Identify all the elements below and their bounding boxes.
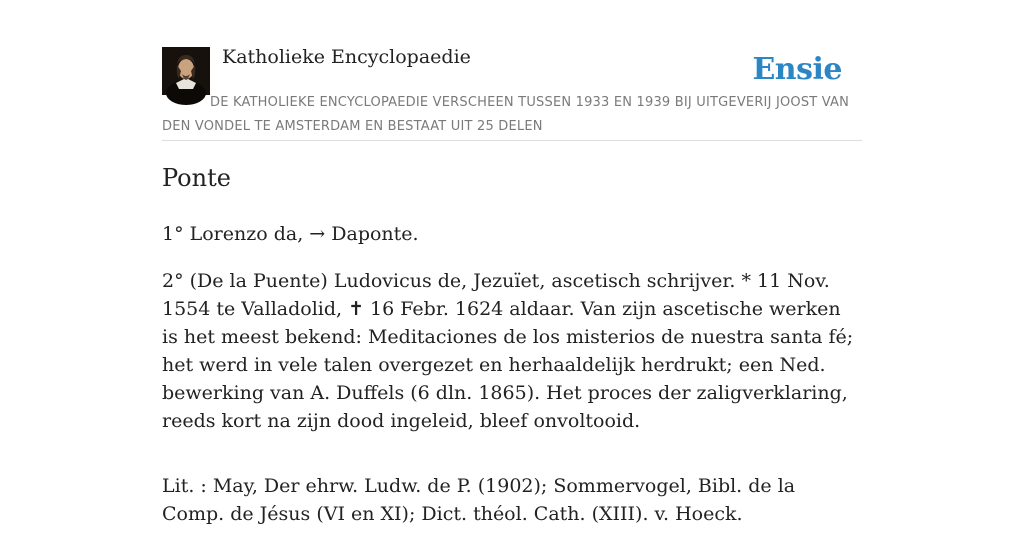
brand-logo[interactable]: Ensie [752,52,842,87]
article-paragraph: 1° Lorenzo da, → Daponte. [162,223,419,245]
portrait-icon [162,47,210,95]
portrait-avatar[interactable] [162,47,210,95]
article-paragraph: 2° (De la Puente) Ludovicus de, Jezuïet, ascetisch schrijver. * 11 Nov. 1554 te Valladolid, ✝ 16 Febr. 1624 aldaar. Van zijn ascetische werken is het meest bekend: Meditaciones de los misterios de nuestra santa fé; het werd in vele talen overgezet en herhaaldelijk herdrukt; een Ned. bewerking van A. Duffels (6 dln. 1865). Het proces der zaligverklaring, reeds kort na zijn dood ingeleid, bleef onvoltooid. [162,270,854,432]
site-tagline: DE KATHOLIEKE ENCYCLOPAEDIE VERSCHEEN TUSSEN 1933 EN 1939 BIJ UITGEVERIJ JOOST VAN DEN VONDEL TE AMSTERDAM EN BESTAAT UIT 25 DELEN [162,95,850,134]
article [162,160,862,547]
article-sources: Lit. : May, Der ehrw. Ludw. de P. (1902); Sommervogel, Bibl. de la Comp. de Jésus (VI en XI); Dict. théol. Cath. (XIII). v. Hoeck. [162,475,796,525]
site-title[interactable]: Katholieke Encyclopaedie [222,46,471,68]
article-title: Ponte [162,164,231,192]
site-header [162,44,862,141]
